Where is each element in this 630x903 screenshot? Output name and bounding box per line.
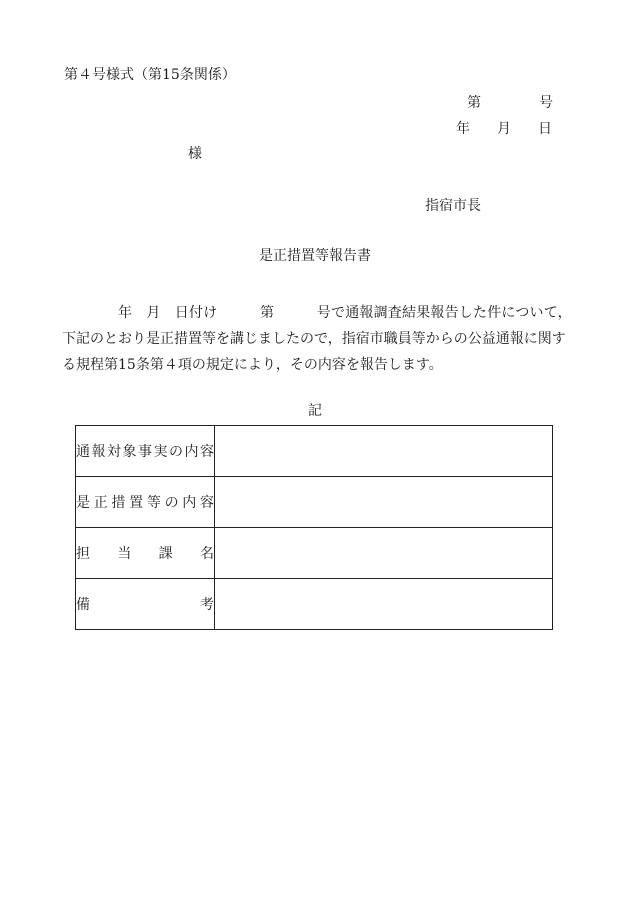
row-label-department: 担当課名 — [76, 528, 215, 579]
date-month-label: 月 — [497, 121, 511, 137]
row-value-department[interactable] — [215, 528, 553, 579]
row-label-report-facts: 通報対象事実の内容 — [76, 426, 215, 477]
document-title: 是正措置等報告書 — [259, 248, 371, 264]
row-value-report-facts[interactable] — [215, 426, 553, 477]
table-row — [76, 426, 553, 477]
doc-number-suffix: 号 — [539, 95, 553, 111]
form-label: 第４号様式（第15条関係） — [64, 67, 236, 83]
row-value-corrective-measures[interactable] — [215, 477, 553, 528]
table-row — [76, 477, 553, 528]
body-line-2: 下記のとおり是正措置等を講じましたので，指宿市職員等からの公益通報に関す — [62, 331, 566, 347]
body-line-1: 年 月 日付け 第 号で通報調査結果報告した件について， — [118, 305, 572, 321]
addressee-suffix: 様 — [188, 146, 202, 162]
table-row — [76, 528, 553, 579]
body-paragraph — [62, 300, 572, 378]
record-table — [75, 425, 553, 630]
date-year-label: 年 — [456, 121, 470, 137]
doc-number-prefix: 第 — [467, 95, 481, 111]
body-line-3: る規程第15条第４項の規定により，その内容を報告します。 — [62, 357, 443, 373]
row-value-remarks[interactable] — [215, 579, 553, 630]
sender-name: 指宿市長 — [425, 198, 481, 214]
table-row — [76, 579, 553, 630]
ki-heading: 記 — [308, 403, 322, 419]
date-day-label: 日 — [538, 121, 552, 137]
row-label-remarks: 備考 — [76, 579, 215, 630]
row-label-corrective-measures: 是正措置等の内容 — [76, 477, 215, 528]
